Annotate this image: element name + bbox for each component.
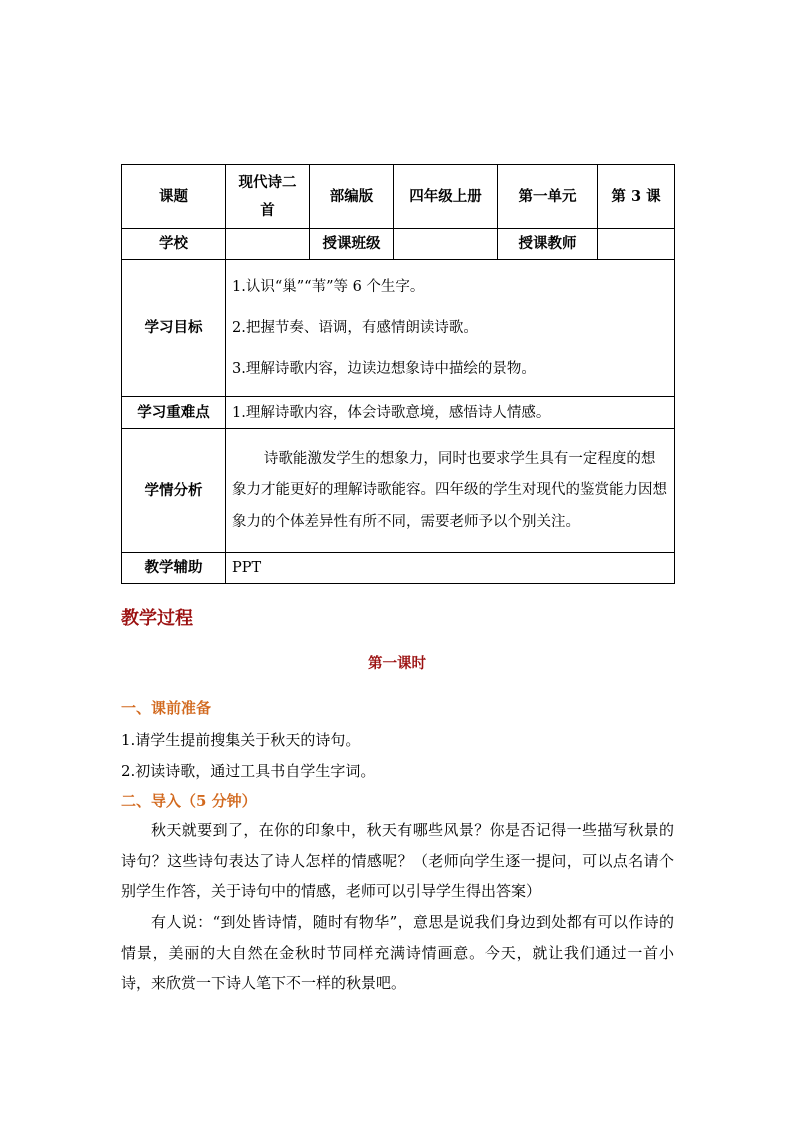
topic-value: 现代诗二首 (226, 165, 310, 229)
lesson-info-table (121, 164, 675, 584)
aids-label: 教学辅助 (122, 553, 226, 584)
analysis-cell (226, 429, 675, 553)
class-label: 授课班级 (310, 229, 394, 260)
school-value (226, 229, 310, 260)
teacher-label: 授课教师 (498, 229, 598, 260)
table-row-keypoints (122, 397, 675, 429)
table-row-goals (122, 260, 675, 397)
aids-value: PPT (226, 553, 675, 584)
table-row-analysis (122, 429, 675, 553)
intro-heading: 二、导入（5 分钟） (121, 792, 257, 810)
analysis-label: 学情分析 (122, 429, 226, 553)
unit-cell: 第一单元 (498, 165, 598, 229)
goals-label: 学习目标 (122, 260, 226, 397)
goals-cell (226, 260, 675, 397)
table-row-aids (122, 553, 675, 584)
lesson-number-cell: 第 3 课 (598, 165, 675, 229)
topic-label: 课题 (122, 165, 226, 229)
intro-paragraph: 秋天就要到了，在你的印象中，秋天有哪些风景？你是否记得一些描写秋景的诗句？这些诗句表达了诗人怎样的情感呢？（老师向学生逐一提问，可以点名请个别学生作答，关于诗句中的情感，老师可以引导学生得出答案） (121, 821, 674, 900)
keypoints-label: 学习重难点 (122, 397, 226, 429)
prep-item: 2.初读诗歌，通过工具书自学生字词。 (121, 762, 376, 780)
edition-cell: 部编版 (310, 165, 394, 229)
goal-item: 3.理解诗歌内容，边读边想象诗中描绘的景物。 (232, 360, 536, 377)
intro-paragraph: 有人说：“到处皆诗情，随时有物华”，意思是说我们身边到处都有可以作诗的情景，美丽的大自然在金秋时节同样充满诗情画意。今天，就让我们通过一首小诗，来欣赏一下诗人笔下不一样的秋景吧。 (121, 913, 674, 992)
grade-cell: 四年级上册 (394, 165, 498, 229)
process-title: 教学过程 (121, 608, 193, 629)
goal-item: 1.认识“巢”“苇”等 6 个生字。 (232, 278, 425, 295)
lesson-title: 第一课时 (368, 655, 426, 672)
table-row-school (122, 229, 675, 260)
table-row-topic (122, 165, 675, 229)
teacher-value (598, 229, 675, 260)
keypoints-value: 1.理解诗歌内容，体会诗歌意境，感悟诗人情感。 (226, 397, 675, 429)
prep-item: 1.请学生提前搜集关于秋天的诗句。 (121, 731, 361, 749)
prep-heading: 一、课前准备 (121, 699, 212, 717)
goal-item: 2.把握节奏、语调，有感情朗读诗歌。 (232, 319, 478, 336)
analysis-text: 诗歌能激发学生的想象力，同时也要求学生具有一定程度的想象力才能更好的理解诗歌能容。四年级的学生对现代的鉴赏能力因想象力的个体差异性有所不同，需要老师予以个别关注。 (232, 450, 667, 530)
school-label: 学校 (122, 229, 226, 260)
class-value (394, 229, 498, 260)
